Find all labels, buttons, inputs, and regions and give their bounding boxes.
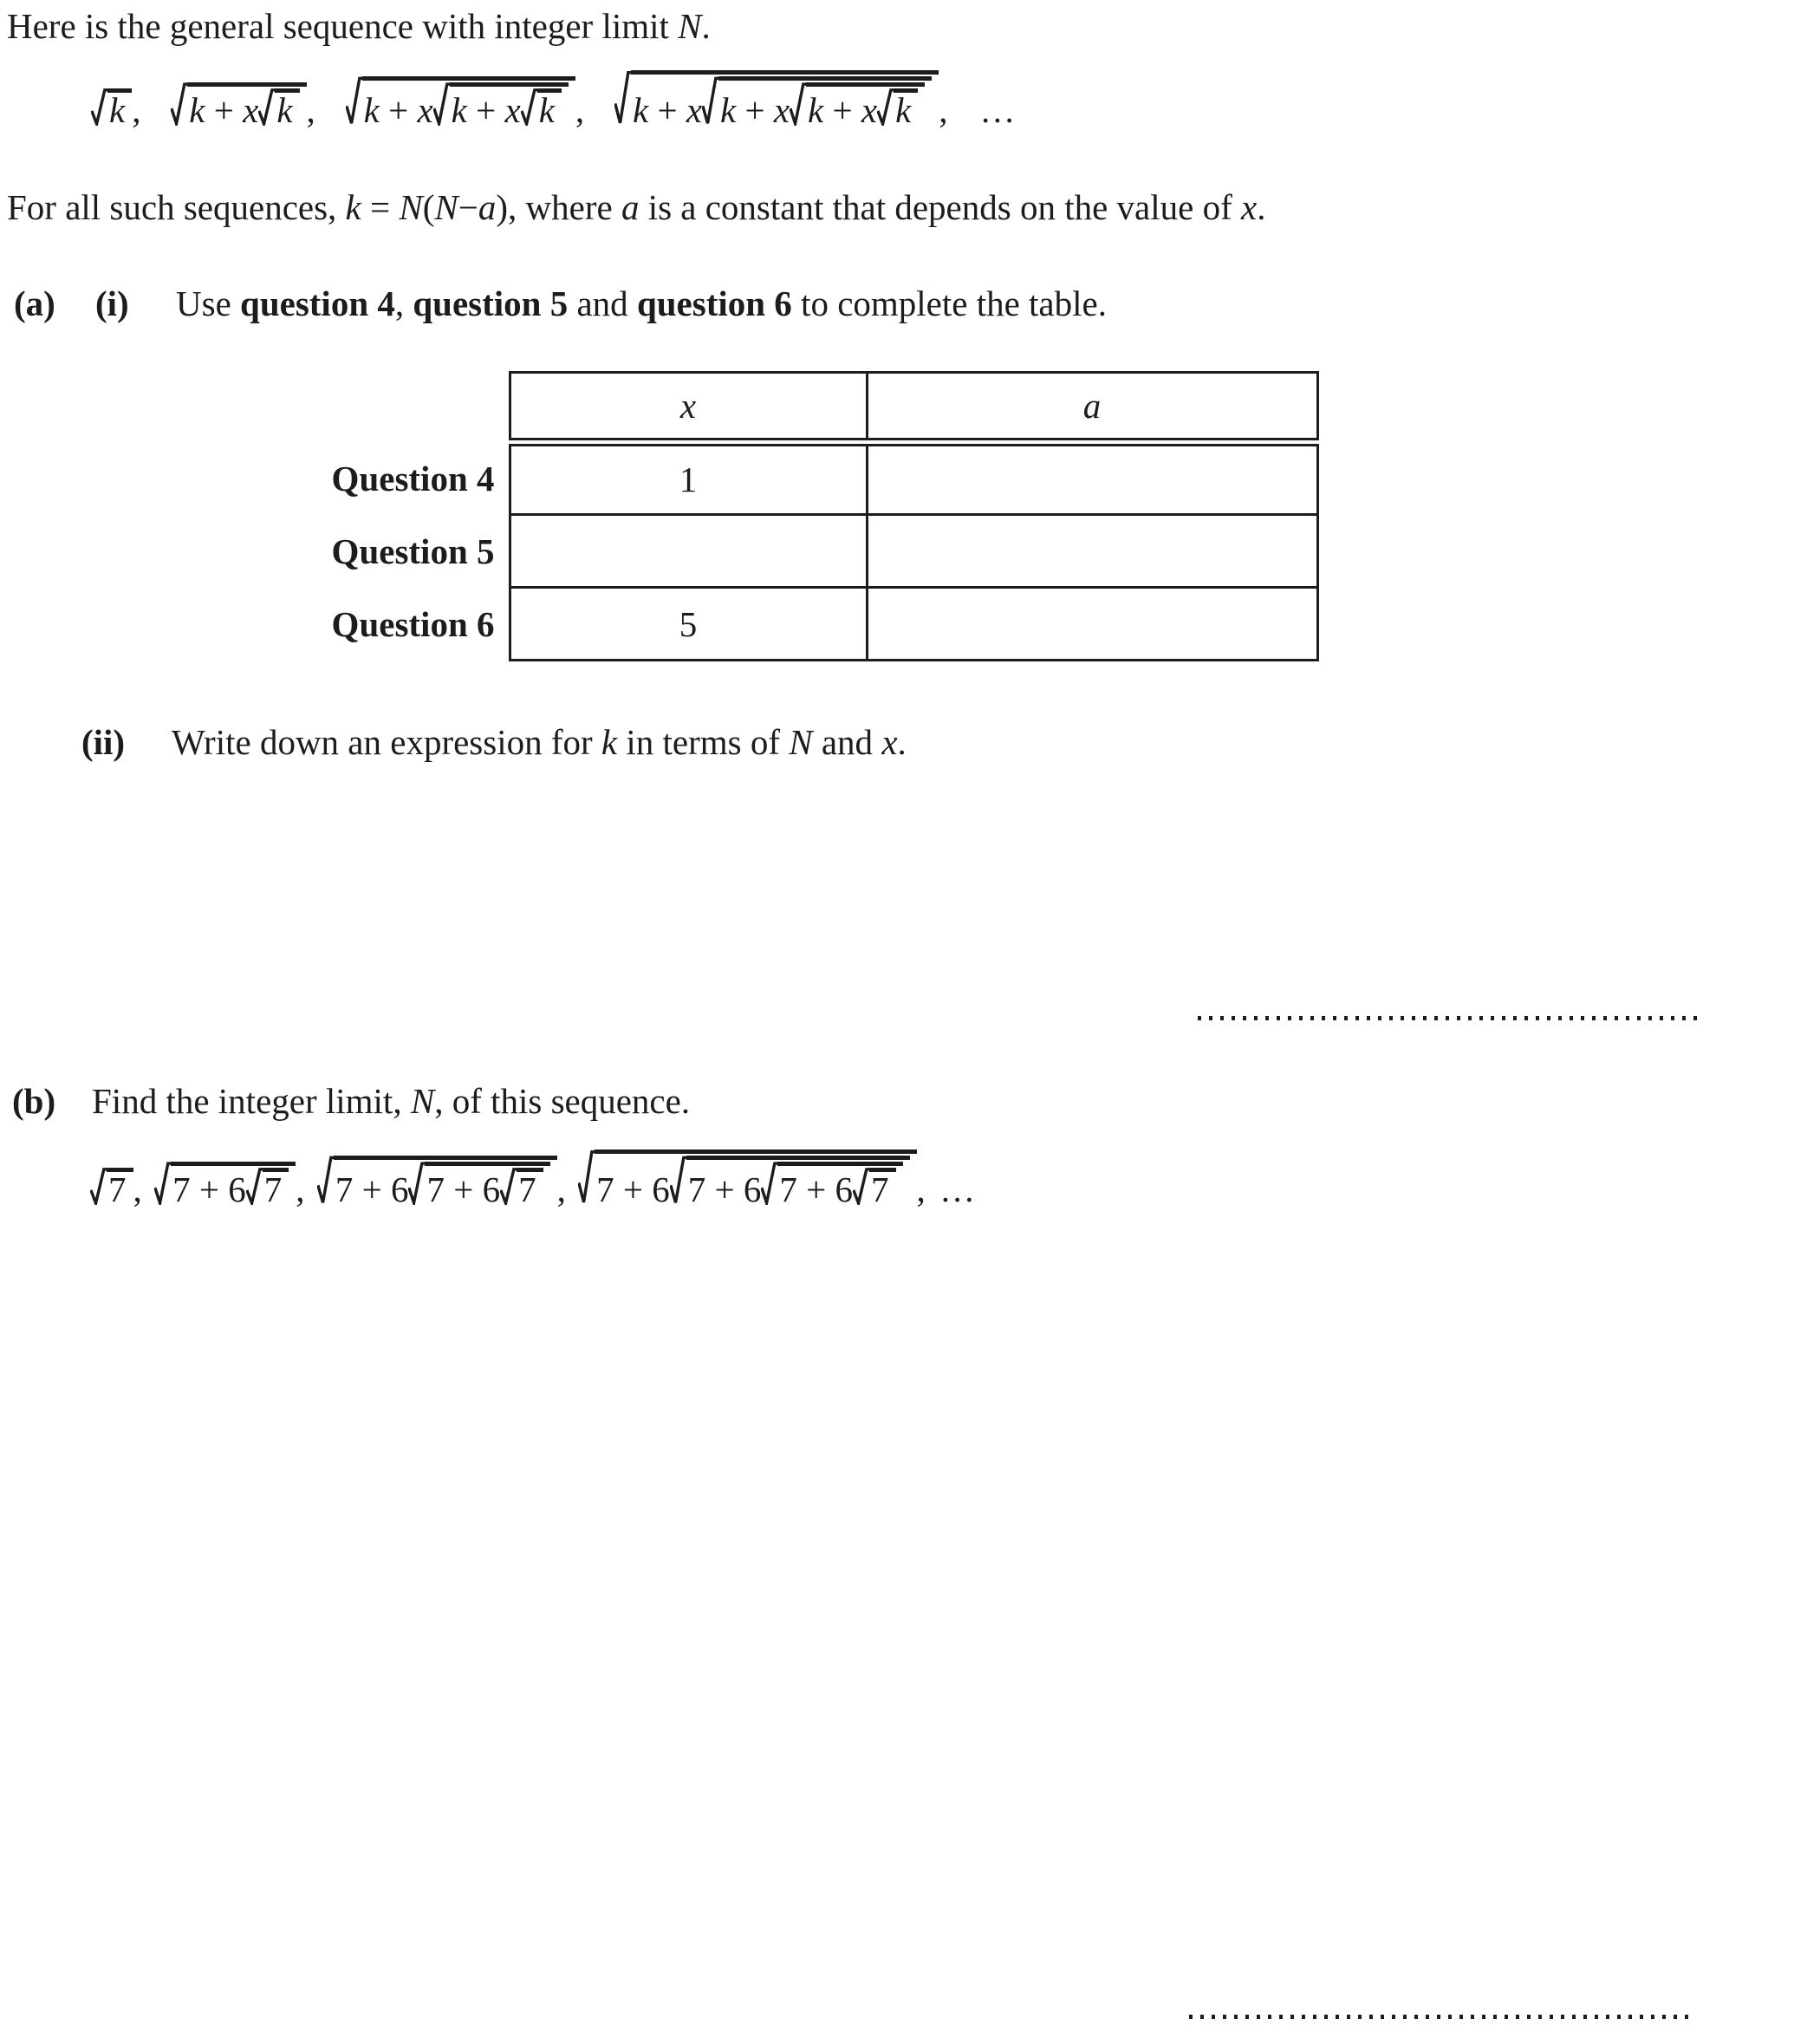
answer-line-part-a-ii[interactable] xyxy=(1198,1016,1699,1020)
question-4-x-cell: 1 xyxy=(510,442,867,515)
radical-sign xyxy=(90,1168,107,1205)
radical-sign xyxy=(317,1156,334,1205)
col-header-x: x xyxy=(510,373,867,442)
sequence-separator: , xyxy=(296,1169,305,1209)
sqrt-radical: 7 + 6 7 xyxy=(761,1162,902,1205)
radical-sign xyxy=(614,70,631,126)
sequence-separator: , xyxy=(306,90,315,130)
radical-sign xyxy=(500,1168,517,1205)
intro-text: Here is the general sequence with integer limit N. xyxy=(7,6,711,46)
k-definition-text: For all such sequences, k = N(N−a), where a is a constant that depends on the value of x. xyxy=(7,187,1266,227)
sequence-separator: , xyxy=(575,90,585,130)
sequence-ellipsis: … xyxy=(979,90,1016,130)
radical-sign xyxy=(258,88,275,126)
part-b-instruction: Find the integer limit, N, of this sequence. xyxy=(92,1081,691,1121)
header-spacer-cell xyxy=(310,373,510,442)
row-label-question-6: Question 6 xyxy=(331,603,495,644)
radical-sign xyxy=(246,1168,263,1205)
radical-sign xyxy=(408,1162,425,1205)
part-a-i-instruction: Use question 4, question 5 and question 6 to complete the table. xyxy=(176,283,1107,323)
part-b-marker: (b) xyxy=(12,1081,56,1121)
sqrt-radical: k + x k + x k xyxy=(346,76,575,126)
sequence-separator: , xyxy=(939,90,948,130)
part-a-ii-instruction: Write down an expression for k in terms of N and x. xyxy=(172,722,907,762)
table-row-question-4 xyxy=(310,442,1317,515)
radical-sign xyxy=(761,1162,777,1205)
general-sequence-math xyxy=(91,70,1015,131)
part-a-i-line xyxy=(0,283,1820,335)
sqrt-radical: k + x k xyxy=(790,82,925,126)
radical-sign xyxy=(790,82,806,126)
radical-sign xyxy=(578,1150,595,1205)
sequence-separator: , xyxy=(132,90,141,130)
question-6-x-cell: 5 xyxy=(510,588,867,661)
part-a-i-marker: (i) xyxy=(95,283,129,323)
radical-sign xyxy=(346,76,362,126)
sequence-ellipsis: … xyxy=(939,1169,976,1209)
radical-sign xyxy=(670,1156,686,1205)
sqrt-radical: k xyxy=(258,88,299,126)
question-5-x-cell[interactable] xyxy=(510,515,867,588)
answer-line-part-b[interactable] xyxy=(1189,2015,1688,2019)
radical-sign xyxy=(853,1168,869,1205)
sqrt-radical: k xyxy=(877,88,918,126)
sqrt-radical: k + x k xyxy=(171,82,306,126)
values-table xyxy=(310,371,1319,661)
part-a-ii-marker: (ii) xyxy=(81,722,126,762)
sequence-separator: , xyxy=(556,1169,566,1209)
radical-sign xyxy=(154,1162,171,1205)
radical-sign xyxy=(521,88,537,126)
radical-sign xyxy=(91,88,107,126)
row-label-question-5: Question 5 xyxy=(331,531,495,571)
sqrt-radical: 7 xyxy=(500,1168,543,1205)
question-5-a-cell[interactable] xyxy=(867,515,1317,588)
table-row-question-5 xyxy=(310,515,1317,588)
sqrt-radical: k + x k xyxy=(433,82,569,126)
sequence-separator: , xyxy=(916,1169,926,1209)
sqrt-radical: k xyxy=(91,88,132,126)
sqrt-radical: k + x k + x k xyxy=(702,76,932,126)
table-row-question-6 xyxy=(310,588,1317,661)
sqrt-radical: 7 + 6 7 + 6 7 + 6 7 xyxy=(578,1150,916,1205)
col-header-a: a xyxy=(867,373,1317,442)
sqrt-radical: 7 + 6 7 + 6 7 xyxy=(670,1156,910,1205)
sqrt-radical: 7 + 6 7 + 6 7 xyxy=(317,1156,557,1205)
question-4-a-cell[interactable] xyxy=(867,442,1317,515)
sqrt-radical: k + x k + x k + x k xyxy=(614,70,939,126)
values-table-wrap xyxy=(310,371,1319,661)
sequence-separator: , xyxy=(133,1169,142,1209)
sqrt-radical: k xyxy=(521,88,562,126)
radical-sign xyxy=(877,88,894,126)
table-header-row xyxy=(310,373,1317,442)
radical-sign xyxy=(702,76,718,126)
sqrt-radical: 7 xyxy=(246,1168,289,1205)
part-a-ii-line xyxy=(0,721,1820,773)
part-b-line xyxy=(0,1080,1820,1132)
sqrt-radical: 7 + 6 7 xyxy=(408,1162,549,1205)
sqrt-radical: 7 + 6 7 xyxy=(154,1162,296,1205)
radical-sign xyxy=(171,82,187,126)
radical-sign xyxy=(433,82,450,126)
row-label-question-4: Question 4 xyxy=(331,458,495,498)
part-b-sequence-math xyxy=(90,1150,975,1210)
sqrt-radical: 7 xyxy=(853,1168,896,1205)
part-a-marker: (a) xyxy=(14,283,55,323)
sqrt-radical: 7 xyxy=(90,1168,133,1205)
question-6-a-cell[interactable] xyxy=(867,588,1317,661)
